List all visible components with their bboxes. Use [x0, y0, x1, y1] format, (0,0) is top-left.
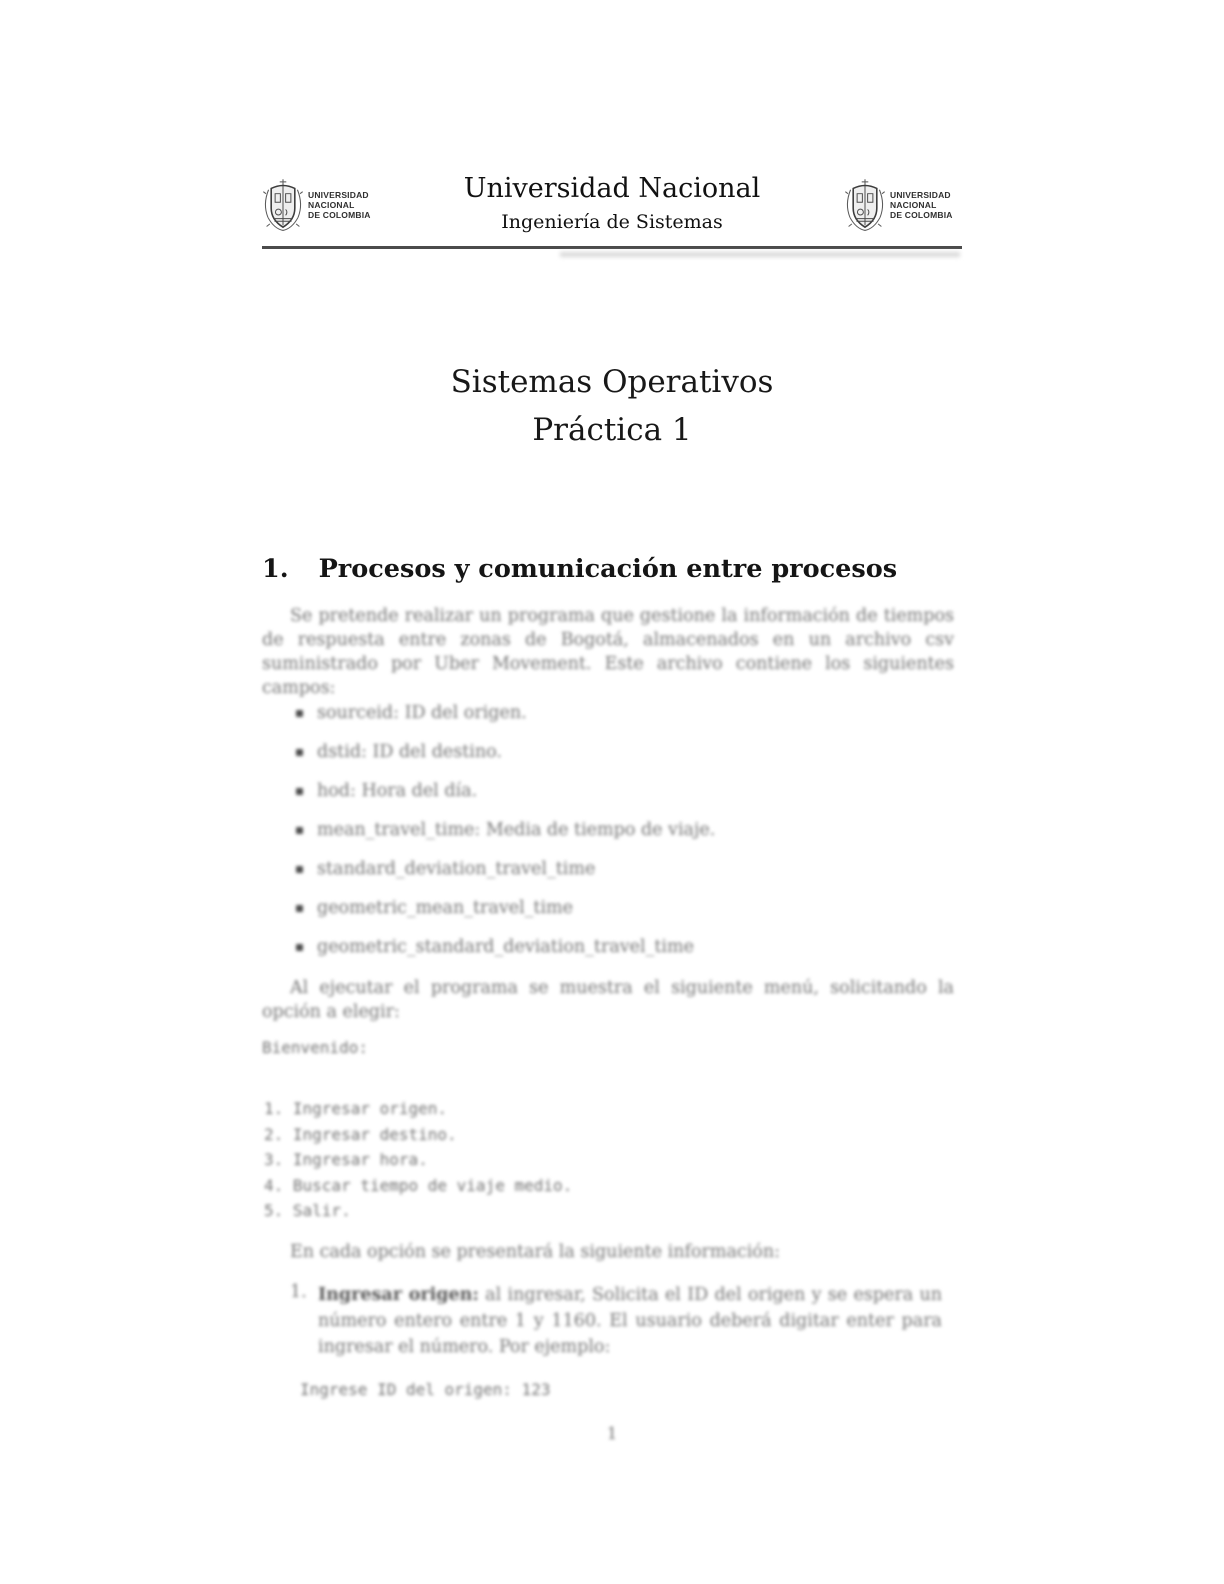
- page-number: 1: [606, 1424, 618, 1444]
- document-title: [262, 358, 962, 454]
- list-item: dstid: ID del destino.: [296, 741, 946, 764]
- logo-line: UNIVERSIDAD: [308, 190, 369, 200]
- options-intro-paragraph: En cada opción se presentará la siguiente información:: [290, 1242, 780, 1262]
- intro-paragraph: Se pretende realizar un programa que gestione la información de tiempos de respuesta entre zonas de Bogotá, almacenados en un archivo csv suministrado por Uber Movement. Este archivo contiene los siguientes campos:: [262, 606, 954, 698]
- section-title: Procesos y comunicación entre procesos: [318, 554, 898, 584]
- document-title-line1: Sistemas Operativos: [450, 364, 774, 400]
- document-title-line2: Práctica 1: [532, 412, 692, 448]
- menu-option: 1. Ingresar origen.: [264, 1099, 448, 1118]
- university-crest-icon: [844, 177, 886, 234]
- menu-option: 2. Ingresar destino.: [264, 1124, 457, 1144]
- university-logo-right: [844, 177, 962, 234]
- option-detail-item: [290, 1282, 942, 1360]
- header-titles: [380, 173, 844, 237]
- menu-option: 5. Salir.: [264, 1201, 351, 1220]
- logo-wordmark: [308, 190, 371, 220]
- option-detail-text: Ingresar origen: al ingresar, Solicita el ID del origen y se espera un número entero entre 1 y 1160. El usuario deberá digitar enter para ingresar el número. Por ejemplo:: [318, 1285, 942, 1357]
- csv-fields-list: [296, 702, 946, 975]
- university-logo-left: [262, 177, 380, 234]
- department-subtitle: Ingeniería de Sistemas: [501, 211, 723, 233]
- logo-line: UNIVERSIDAD: [890, 190, 951, 200]
- scan-artifact: [560, 252, 960, 257]
- header-rule: [262, 246, 962, 249]
- section-heading: [262, 554, 962, 584]
- item-number: 1.: [290, 1282, 307, 1302]
- university-crest-icon: [262, 177, 304, 234]
- terminal-welcome: Bienvenido:: [262, 1038, 368, 1057]
- bullet-icon: [296, 710, 303, 717]
- list-item: geometric_standard_deviation_travel_time: [296, 936, 946, 959]
- list-item: standard_deviation_travel_time: [296, 858, 946, 881]
- bullet-icon: [296, 866, 303, 873]
- list-item: mean_travel_time: Media de tiempo de viaje.: [296, 819, 946, 842]
- menu-option: 4. Buscar tiempo de viaje medio.: [264, 1175, 573, 1195]
- bullet-icon: [296, 827, 303, 834]
- bullet-icon: [296, 944, 303, 951]
- logo-line: NACIONAL: [308, 200, 355, 210]
- list-item: hod: Hora del día.: [296, 780, 946, 803]
- section-number: 1.: [262, 554, 289, 584]
- bullet-icon: [296, 749, 303, 756]
- menu-option: 3. Ingresar hora.: [264, 1150, 428, 1169]
- logo-line: DE COLOMBIA: [308, 210, 371, 220]
- menu-intro-paragraph: Al ejecutar el programa se muestra el siguiente menú, solicitando la opción a elegir:: [262, 978, 954, 1022]
- bullet-icon: [296, 905, 303, 912]
- list-item: sourceid: ID del origen.: [296, 702, 946, 725]
- option-detail-lead: Ingresar origen:: [318, 1285, 479, 1305]
- page-header: [262, 166, 962, 244]
- list-item: geometric_mean_travel_time: [296, 897, 946, 920]
- bullet-icon: [296, 788, 303, 795]
- logo-line: NACIONAL: [890, 200, 937, 210]
- institution-title: Universidad Nacional: [463, 173, 761, 204]
- logo-line: DE COLOMBIA: [890, 210, 953, 220]
- terminal-menu-options: [264, 1096, 572, 1224]
- example-prompt: Ingrese ID del origen: 123: [300, 1380, 551, 1399]
- logo-wordmark: [890, 190, 953, 220]
